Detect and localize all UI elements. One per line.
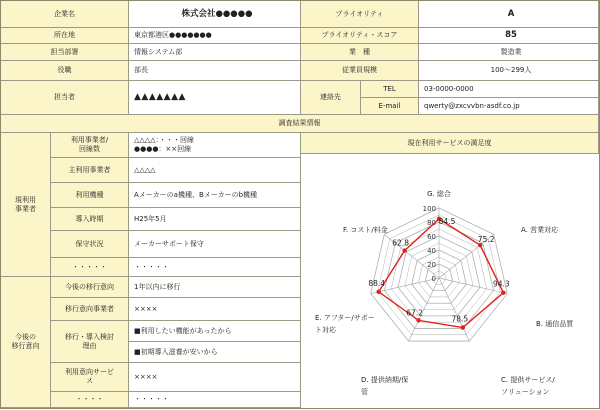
row-label: 導入時期 (51, 208, 129, 231)
radar-value-label: 75.2 (477, 235, 495, 245)
radar-point (501, 290, 505, 294)
radar-point (416, 318, 420, 322)
department-label: 担当部署 (1, 44, 129, 61)
contact-label: 連絡先 (301, 81, 361, 115)
survey-section-title: 調査結果情報 (1, 115, 599, 133)
contact-person-value: ▲▲▲▲▲▲▲ (129, 81, 301, 115)
row-value: △△△△ (129, 158, 301, 183)
radar-svg (301, 154, 599, 408)
radar-scale-tick: 40 (427, 247, 436, 255)
radar-scale-tick: 80 (427, 219, 436, 227)
radar-axis-label-line: C. 提供サービス/ (501, 376, 555, 384)
radar-axis-label-line: E. アフター/サポー (315, 314, 375, 322)
radar-axis-label-line: ソリューション (501, 388, 550, 396)
radar-value-label: 62.8 (392, 238, 409, 248)
row-label: 利用意向サービ ス (51, 363, 129, 392)
radar-axis-label (521, 225, 559, 234)
address-value: 東京都港区●●●●●●● (129, 28, 301, 44)
email-value[interactable]: qwerty@zxcvvbn-asdf.co.jp (419, 98, 599, 115)
row-value: H25年5月 (129, 208, 301, 231)
radar-axis-label (343, 225, 388, 234)
row-value: メーカーサポート保守 (129, 231, 301, 258)
priority-value: A (419, 1, 599, 28)
row-label: ・・・・ (51, 392, 129, 408)
row-value: ■初期導入滋養が安いから (129, 342, 301, 363)
row-label: 利用機種 (51, 183, 129, 208)
row-value: ×××× (129, 363, 301, 392)
row-value: ■利用したい機能があったから (129, 321, 301, 342)
radar-axis-label-line: D. 提供納期/保 (361, 376, 409, 384)
radar-value-label: 94.3 (493, 279, 510, 289)
radar-point (461, 325, 465, 329)
email-label: E-mail (361, 98, 419, 115)
radar-axis-label (501, 375, 555, 396)
radar-axis-label (427, 189, 451, 198)
satisfaction-title: 現在利用サービスの満足度 (301, 133, 599, 154)
industry-label: 業 種 (301, 44, 419, 61)
radar-axis-label-line: B. 通信品質 (536, 320, 574, 328)
radar-axis-label-line: F. コスト/料金 (343, 226, 388, 234)
row-label: 今後の移行意向 (51, 277, 129, 298)
radar-scale-tick: 20 (427, 261, 436, 269)
row-value: △△△△：・・・回線 ●●●●：××回線 (129, 133, 301, 158)
tel-label: TEL (361, 81, 419, 98)
radar-scale-tick: 100 (422, 205, 436, 213)
employees-value: 100～299人 (419, 61, 599, 81)
radar-value-label: 67.2 (406, 308, 423, 318)
radar-value-label: 88.4 (368, 278, 386, 288)
priority-score-label: プライオリティ・スコア (301, 28, 419, 44)
radar-value-label: 84.5 (438, 216, 456, 226)
row-value: ・・・・・ (129, 258, 301, 277)
tel-value: 03-0000-0000 (419, 81, 599, 98)
radar-axis-label (315, 313, 375, 334)
row-value: ・・・・・ (129, 392, 301, 408)
industry-value: 製造業 (419, 44, 599, 61)
radar-point (402, 248, 406, 252)
priority-label: プライオリティ (301, 1, 419, 28)
radar-point (376, 290, 380, 294)
row-label: 移行意向事業者 (51, 298, 129, 321)
company-label: 企業名 (1, 1, 129, 28)
position-value: 部長 (129, 61, 301, 81)
radar-scale-tick: 0 (431, 275, 436, 283)
radar-scale-tick: 60 (427, 233, 436, 241)
department-value: 情報システム部 (129, 44, 301, 61)
current-carrier-group-label: 現利用 事業者 (1, 133, 51, 277)
radar-axis-label (361, 375, 408, 396)
row-label: ・・・・・ (51, 258, 129, 277)
radar-value-label: 78.5 (451, 314, 469, 324)
position-label: 役職 (1, 61, 129, 81)
contact-person-label: 担当者 (1, 81, 129, 115)
row-label: 移行・導入検討 理由 (51, 321, 129, 363)
radar-axis-label-line: A. 営業対応 (521, 226, 559, 234)
employees-label: 従業員規模 (301, 61, 419, 81)
priority-score-value: 85 (419, 28, 599, 44)
radar-axis-label-line: ト対応 (315, 326, 336, 334)
radar-axis-label-line: 管 (361, 388, 368, 396)
radar-axis-label-line: G. 総合 (427, 190, 451, 198)
row-label: 主利用事業者 (51, 158, 129, 183)
radar-axis-label (536, 319, 574, 328)
row-value: Aメーカーのa機種、Bメーカーのb機種 (129, 183, 301, 208)
row-value: 1年以内に移行 (129, 277, 301, 298)
future-migration-group-label: 今後の 移行意向 (1, 277, 51, 408)
satisfaction-radar-chart (301, 154, 599, 408)
row-label: 保守状況 (51, 231, 129, 258)
row-value: ×××× (129, 298, 301, 321)
address-label: 所在地 (1, 28, 129, 44)
company-value: 株式会社●●●●● (129, 1, 301, 28)
row-label: 利用事業者/ 回線数 (51, 133, 129, 158)
